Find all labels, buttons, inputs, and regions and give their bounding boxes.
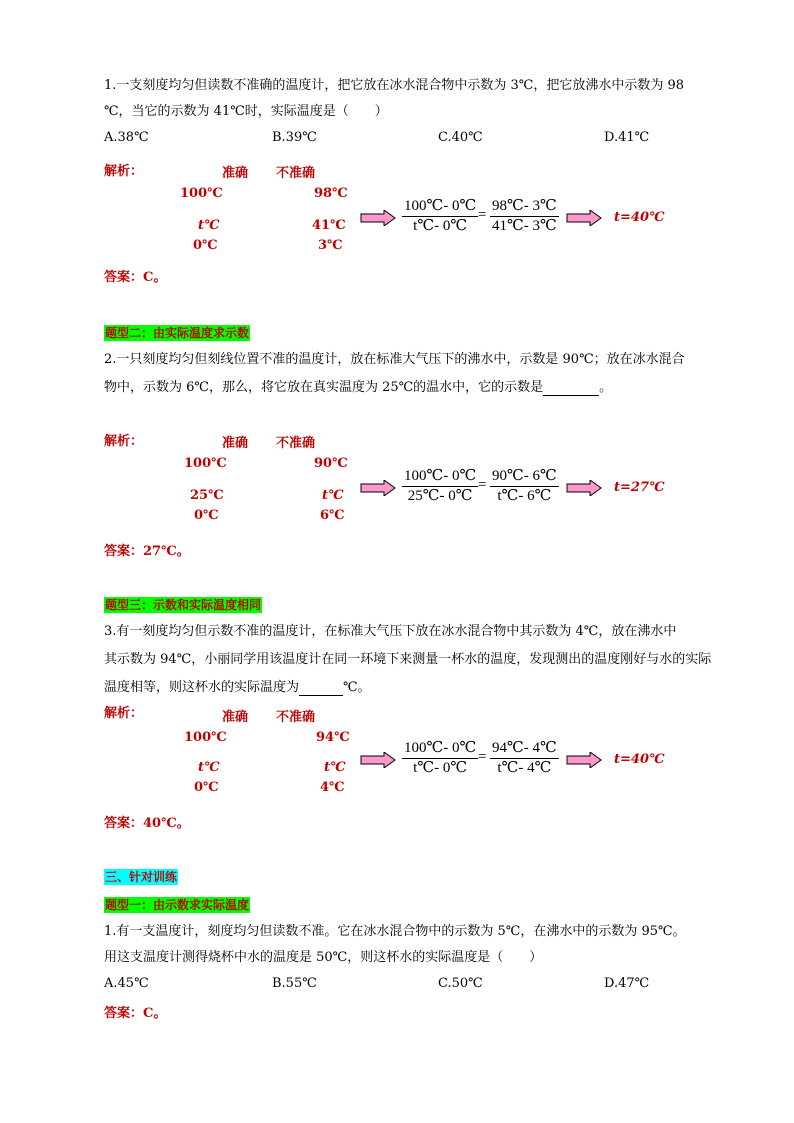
type2-frac1-den: 25℃- 0℃ <box>407 488 473 504</box>
type3-frac1-num: 100℃- 0℃ <box>402 739 478 759</box>
type2-left-bottom: 0℃ <box>194 508 219 523</box>
type3-left-top: 100℃ <box>184 730 227 745</box>
q1-left-bottom: 0℃ <box>193 238 218 253</box>
section3-label: 三、针对训练 <box>105 870 178 884</box>
q1-equals: = <box>478 207 487 223</box>
type3-frac1-den: t℃- 0℃ <box>413 760 468 776</box>
q1-result: t=40℃ <box>614 210 665 225</box>
q1-frac1-den: t℃- 0℃ <box>413 218 468 234</box>
section3-label-wrap <box>104 866 178 885</box>
q1-left-top: 100℃ <box>180 186 223 201</box>
type2-right-bottom: 6℃ <box>320 508 345 523</box>
q1-frac2-den: 41℃- 3℃ <box>492 218 557 234</box>
type3-arrow-icon <box>360 752 396 768</box>
type2-frac2-den: t℃- 6℃ <box>497 488 552 504</box>
q1-text-line1: 1.一支刻度均匀但读数不准确的温度计，把它放在冰水混合物中示数为 3℃，把它放沸水中示数为 98 <box>104 78 685 93</box>
type3-frac2-num: 94℃- 4℃ <box>490 739 559 759</box>
type3-equals: = <box>478 749 487 765</box>
type2-text-line2-end: 。 <box>599 380 613 395</box>
type2-col-inaccurate: 不准确 <box>276 436 316 451</box>
section3-options <box>104 976 720 998</box>
q1-options <box>104 130 720 152</box>
type2-text-line2-wrap <box>104 376 612 396</box>
q1-option-c: C.40℃ <box>438 130 483 145</box>
type2-text-line2: 物中，示数为 6℃，那么，将它放在真实温度为 25℃的温水中，它的示数是 <box>104 380 544 395</box>
type2-arrow-icon <box>360 480 396 496</box>
type2-label-wrap <box>104 322 250 341</box>
q1-text-line2: ℃，当它的示数为 41℃时，实际温度是（ ） <box>104 104 388 119</box>
q1-col-inaccurate: 不准确 <box>276 166 316 181</box>
type3-label-wrap <box>104 594 262 613</box>
q1-left-mid: t℃ <box>198 218 220 233</box>
type2-left-top: 100℃ <box>184 456 227 471</box>
type3-right-mid: t℃ <box>324 760 346 775</box>
type3-text-line1: 3.有一刻度均匀但示数不准的温度计，在标准大气压下放在冰水混合物中其示数为 4℃，放在沸水中 <box>104 624 677 639</box>
type3-text-line3: 温度相等，则这杯水的实际温度为 <box>104 680 300 695</box>
type3-text-line3-wrap <box>104 676 371 696</box>
type2-right-mid: t℃ <box>322 488 344 503</box>
type3-text-line3-end: ℃。 <box>343 680 371 695</box>
q1-result-arrow-icon <box>566 210 602 226</box>
q1-frac1-num: 100℃- 0℃ <box>402 197 478 217</box>
q1-arrow-icon <box>360 210 396 226</box>
section3-type1-label: 题型一：由示数求实际温度 <box>105 898 250 912</box>
type3-left-mid: t℃ <box>198 760 220 775</box>
type2-result-arrow-icon <box>566 480 602 496</box>
q1-fraction-right <box>490 197 559 236</box>
q1-fraction-left <box>402 197 478 236</box>
q1-option-d: D.41℃ <box>604 130 650 145</box>
type2-analysis-label: 解析： <box>104 434 144 449</box>
type3-blank <box>299 680 343 696</box>
section3-option-a: A.45℃ <box>104 976 149 991</box>
type3-frac2-den: t℃- 4℃ <box>497 760 552 776</box>
type3-result-arrow-icon <box>566 752 602 768</box>
section3-option-d: D.47℃ <box>604 976 650 991</box>
type3-label: 题型三：示数和实际温度相同 <box>105 598 262 612</box>
type3-left-bottom: 0℃ <box>194 780 219 795</box>
type2-answer: 答案：27℃。 <box>104 544 190 559</box>
type3-answer: 答案：40℃。 <box>104 816 190 831</box>
type2-text-line1: 2.一只刻度均匀但刻线位置不准的温度计，放在标准大气压下的沸水中，示数是 90℃；放在冰水混合 <box>104 352 685 367</box>
type2-result: t=27℃ <box>614 480 665 495</box>
section3-option-c: C.50℃ <box>438 976 483 991</box>
q1-right-top: 98℃ <box>314 186 348 201</box>
type2-blank <box>543 380 599 396</box>
type3-col-accurate: 准确 <box>222 710 249 725</box>
type3-fraction-right <box>490 739 559 778</box>
type2-label: 题型二：由实际温度求示数 <box>105 326 250 340</box>
q1-option-b: B.39℃ <box>272 130 317 145</box>
type2-left-mid: 25℃ <box>190 488 224 503</box>
section3-text-line1: 1.有一支温度计，刻度均匀但读数不准。它在冰水混合物中的示数为 5℃，在沸水中的示数为 95℃。 <box>104 924 686 939</box>
type2-equals: = <box>478 477 487 493</box>
q1-col-accurate: 准确 <box>222 166 249 181</box>
type3-fraction-left <box>402 739 478 778</box>
q1-option-a: A.38℃ <box>104 130 149 145</box>
section3-type1-label-wrap <box>104 894 250 913</box>
type2-frac1-num: 100℃- 0℃ <box>402 467 478 487</box>
type3-col-inaccurate: 不准确 <box>276 710 316 725</box>
type3-result: t=40℃ <box>614 752 665 767</box>
type3-analysis-label: 解析： <box>104 706 144 721</box>
q1-analysis-label: 解析： <box>104 164 144 179</box>
section3-option-b: B.55℃ <box>272 976 317 991</box>
type2-fraction-right <box>490 467 559 506</box>
type3-right-bottom: 4℃ <box>320 780 345 795</box>
type2-col-accurate: 准确 <box>222 436 249 451</box>
type2-fraction-left <box>402 467 478 506</box>
type3-right-top: 94℃ <box>316 730 350 745</box>
q1-right-bottom: 3℃ <box>318 238 343 253</box>
q1-answer: 答案：C。 <box>104 270 167 285</box>
section3-answer: 答案：C。 <box>104 1006 167 1021</box>
type3-text-line2: 其示数为 94℃，小丽同学用该温度计在同一环境下来测量一杯水的温度，发现测出的温度刚好与水的实际 <box>104 652 712 667</box>
type2-right-top: 90℃ <box>314 456 348 471</box>
type2-frac2-num: 90℃- 6℃ <box>490 467 559 487</box>
section3-text-line2: 用这支温度计测得烧杯中水的温度是 50℃，则这杯水的实际温度是（ ） <box>104 950 543 965</box>
q1-frac2-num: 98℃- 3℃ <box>490 197 559 217</box>
q1-right-mid: 41℃ <box>312 218 346 233</box>
